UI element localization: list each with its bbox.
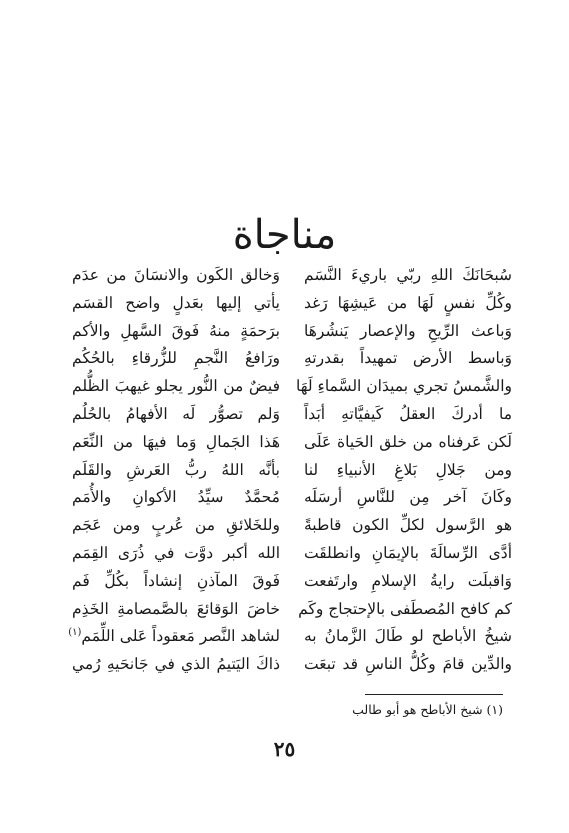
poem-body: [68, 262, 512, 682]
verse-line: وَباسط الأرض تمهيداً بقدرتهِ: [304, 349, 512, 368]
verse-line: الله أكبر دوَّت في ذُرَى القِمَم: [72, 543, 280, 562]
verse-line: والدِّين قامَ وكُلُّ الناسِ قد تبعَت: [304, 655, 512, 674]
verse-line: شيخُ الأباطح لو طَالَ الزَّمانُ به: [304, 627, 512, 646]
verse-line: وللخَلائقِ من عُربٍ ومن عَجَم: [72, 516, 280, 535]
page-number: ٢٥: [273, 737, 296, 761]
footnote-divider: [365, 694, 503, 695]
verse-line: هَذا الجَمالِ وَما فيهَا من النِّعَم: [72, 432, 280, 451]
verse-line: ورَافعُ النَّجمِ للزُّرقاءِ بالحُكُم: [72, 349, 280, 368]
footnote: (١) شيخ الأباطح هو أبو طالب: [352, 702, 503, 717]
verse-line-with-footnote: [68, 623, 280, 651]
verse-line: وَخالق الكَون والانسَانَ من عدَم: [72, 266, 280, 284]
verse-line: وكَانَ آخر مِن للنَّاسِ أرسَلَه: [304, 488, 512, 507]
verse-line: ومن جَلالِ بَلاغِ الأنبياءِ لنا: [304, 460, 512, 479]
verse-line: هو الرَّسول لكلِّ الكون قاطبةً: [304, 516, 512, 535]
verse-line: وَلم تصوُّر لَه الأفهامُ بالحُلُم: [72, 404, 280, 423]
verse-line: أدَّى الرِّسالَةَ بالإيمَانِ وانطلقَت: [304, 543, 512, 562]
verse-line: ما أدركَ العقلُ كَيفيَّاتهِ أبَداً: [304, 404, 512, 423]
verse-line: يأتي إليها بعَدلٍ واضح القسَم: [72, 293, 280, 312]
verse-line: لَكن عَرفناه من خلق الحَياة عَلَى: [304, 432, 512, 451]
verse-line: وَباعث الرِّيحِ والإعصار يَنشُرهَا: [304, 321, 512, 340]
verse-line: بأنَّه اللهُ ربُّ العَرشِ والقَلَم: [72, 460, 280, 479]
verse-text: لشاهد النَّصر مَعقوداً عَلى اللِّمَم: [81, 627, 280, 646]
verse-line: خاضَ الوَقائعَ بالصَّمصامةِ الخَذِم: [72, 599, 280, 618]
verse-line: وكُلِّ نفسٍ لَهَا من عَيشِهَا رَغد: [304, 293, 512, 312]
verse-line: وَاقبلَت رايةُ الإسلامِ وارتَفعت: [304, 571, 512, 590]
poem-title: مناجاة: [232, 211, 337, 258]
left-hemistich-column: [68, 262, 280, 679]
verse-line: فَوقَ المآذنِ إنشاداً بكُلِّ فَم: [72, 571, 280, 590]
verse-line: سُبحَانَكَ اللهِ ربّي باريءَ النَّسَم: [304, 266, 512, 284]
verse-line: برَحمَةٍ منهُ فَوقَ السَّهلِ والأكم: [72, 321, 280, 340]
verse-line: مُحمَّدٌ سيِّدُ الأكوانِ والأُمَم: [72, 488, 280, 507]
verse-line: كم كافح المُصطَفى بالإحتجاج وكَم: [298, 599, 512, 618]
verse-line: والشَّمسُ تجري بميدَان السَّماءِ لَهَا: [296, 377, 512, 396]
right-hemistich-column: [296, 262, 512, 679]
footnote-marker: (١): [68, 627, 82, 639]
verse-line: فيضٌ من النُّور يجلو غيهبَ الظُّلم: [72, 377, 280, 396]
verse-line: ذاكَ اليَتيمُ الذي في جَانحَيهِ رُمي: [72, 655, 280, 674]
